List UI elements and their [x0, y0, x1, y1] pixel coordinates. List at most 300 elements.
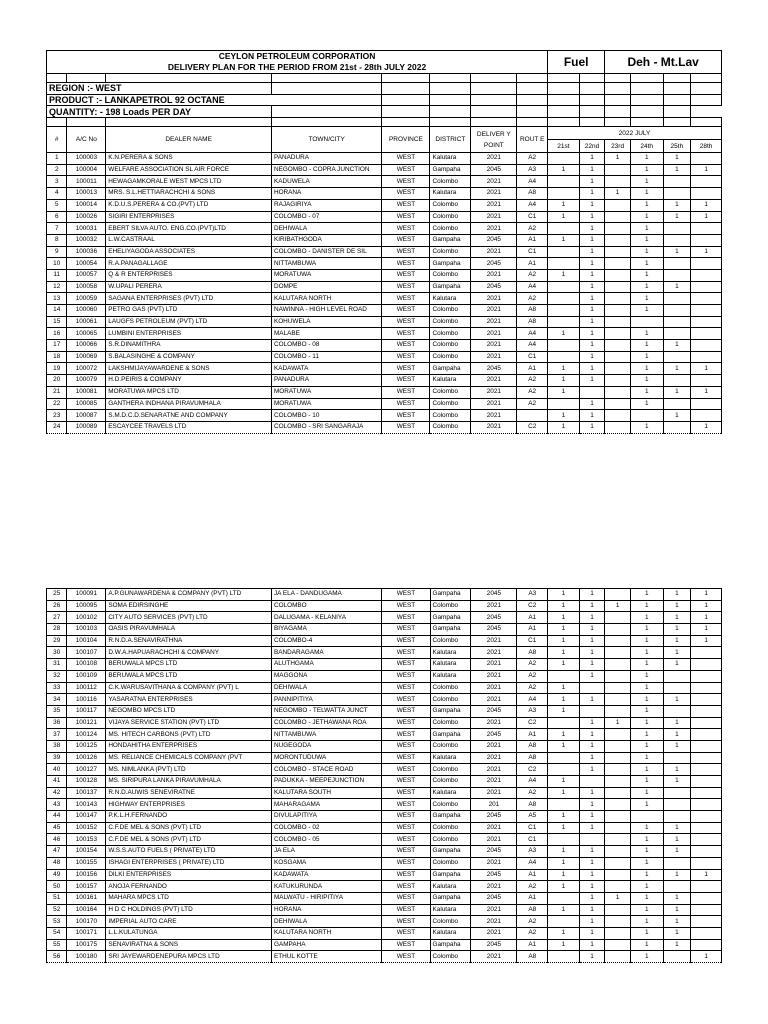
table-cell: MALABE [271, 328, 381, 340]
table-cell: C2 [517, 600, 548, 612]
table-cell: 1 [579, 612, 605, 624]
table-cell: A8 [517, 752, 548, 764]
col-day: 24th [630, 140, 663, 153]
table-cell: A1 [517, 892, 548, 904]
table-cell [605, 740, 631, 752]
table-cell: MS. SIRIPURA LANKA PIRAVUMHALA [106, 776, 272, 788]
table-cell: Gampaha [430, 729, 471, 741]
table-cell: 2045 [471, 846, 517, 858]
table-cell [605, 589, 631, 601]
table-cell: 100026 [67, 211, 106, 223]
table-cell [663, 328, 691, 340]
table-cell: 2021 [471, 375, 517, 387]
table-cell: 1 [630, 305, 663, 317]
table-cell: 1 [579, 717, 605, 729]
table-cell: Kalutara [430, 881, 471, 893]
table-cell: 1 [548, 624, 580, 636]
table-cell: Kalutara [430, 375, 471, 387]
table-cell: DIVULAPITIYA [271, 811, 381, 823]
table-cell: Colombo [430, 223, 471, 235]
table-cell: 100066 [67, 340, 106, 352]
table-cell: 11 [47, 269, 67, 281]
table-cell [691, 939, 722, 951]
table-cell: Colombo [430, 857, 471, 869]
table-cell: 1 [579, 589, 605, 601]
table-cell: 100081 [67, 386, 106, 398]
table-cell: Kalutara [430, 659, 471, 671]
table-cell: 100117 [67, 705, 106, 717]
table-cell: C1 [517, 635, 548, 647]
table-cell: 1 [663, 904, 691, 916]
table-cell: Colombo [430, 269, 471, 281]
table-cell: 1 [548, 421, 580, 433]
table-cell: 1 [548, 729, 580, 741]
table-cell: Kalutara [430, 188, 471, 200]
table-cell: WEST [382, 916, 430, 928]
table-cell: 28 [47, 624, 67, 636]
table-cell: WEST [382, 223, 430, 235]
table-row [47, 386, 722, 398]
table-cell [691, 752, 722, 764]
table-cell: ANOJA FERNANDO [106, 881, 272, 893]
table-cell: JA ELA [271, 846, 381, 858]
table-cell: 2021 [471, 351, 517, 363]
table-cell: Colombo [430, 340, 471, 352]
table-cell [605, 421, 631, 433]
table-cell: Kalutara [430, 293, 471, 305]
table-cell [663, 951, 691, 963]
table-cell: WEST [382, 752, 430, 764]
table-cell: PANNIPITIYA [271, 694, 381, 706]
table-row [47, 375, 722, 387]
table-cell: 1 [579, 951, 605, 963]
table-cell: C1 [517, 351, 548, 363]
table-cell: 3 [47, 176, 67, 188]
table-cell: 1 [630, 927, 663, 939]
table-cell [548, 153, 580, 165]
table-cell: 1 [630, 635, 663, 647]
table-cell: 1 [548, 776, 580, 788]
table-cell: WEST [382, 281, 430, 293]
table-cell: 14 [47, 305, 67, 317]
table-cell [691, 176, 722, 188]
table-row [47, 305, 722, 317]
table-cell: 1 [548, 612, 580, 624]
table-cell: 9 [47, 246, 67, 258]
col-acno: A/C No [67, 127, 106, 153]
table-cell [691, 398, 722, 410]
table-cell: 1 [630, 857, 663, 869]
table-cell [579, 682, 605, 694]
table-cell: 1 [663, 363, 691, 375]
table-cell: 34 [47, 694, 67, 706]
table-row [47, 211, 722, 223]
table-cell: 1 [47, 153, 67, 165]
table-cell: 41 [47, 776, 67, 788]
table-cell: WEST [382, 811, 430, 823]
table-cell: A.P.GUNAWARDENA & COMPANY (PVT) LTD [106, 589, 272, 601]
table-cell: 1 [630, 281, 663, 293]
table-cell: K.N.PERERA & SONS [106, 153, 272, 165]
table-cell: 100116 [67, 694, 106, 706]
table-cell: 100054 [67, 258, 106, 270]
table-cell: NUGEGODA [271, 740, 381, 752]
table-cell: ALUTHGAMA [271, 659, 381, 671]
table-cell: WEST [382, 740, 430, 752]
table-cell: A1 [517, 869, 548, 881]
table-row [47, 881, 722, 893]
table-cell: 1 [663, 246, 691, 258]
table-cell: 100109 [67, 670, 106, 682]
table-row [47, 281, 722, 293]
table-cell: WEST [382, 316, 430, 328]
table-cell: WEST [382, 670, 430, 682]
table-cell: A3 [517, 705, 548, 717]
table-cell: WEST [382, 328, 430, 340]
table-row [47, 892, 722, 904]
table-cell: 1 [579, 799, 605, 811]
table-cell [691, 834, 722, 846]
table-cell: 1 [548, 199, 580, 211]
table-cell: 40 [47, 764, 67, 776]
table-cell: 1 [579, 316, 605, 328]
table-cell [663, 787, 691, 799]
table-cell [691, 328, 722, 340]
table-cell: 100128 [67, 776, 106, 788]
table-cell [605, 682, 631, 694]
table-cell: A1 [517, 939, 548, 951]
table-cell [605, 258, 631, 270]
table-cell: HIGHWAY ENTERPRISES [106, 799, 272, 811]
table-cell [605, 799, 631, 811]
table-cell: WEST [382, 305, 430, 317]
table-cell: GAMPAHA [271, 939, 381, 951]
table-cell: WEST [382, 647, 430, 659]
table-cell: 1 [663, 927, 691, 939]
table-cell [691, 281, 722, 293]
table-cell: A1 [517, 624, 548, 636]
table-cell [605, 246, 631, 258]
table-cell: 35 [47, 705, 67, 717]
table-cell: 1 [663, 164, 691, 176]
table-cell: NITTAMBUWA [271, 258, 381, 270]
table-cell: Colombo [430, 386, 471, 398]
table-row [47, 811, 722, 823]
table-cell: 1 [630, 951, 663, 963]
table-cell: Colombo [430, 600, 471, 612]
table-cell: H D C HOLDINGS (PVT) LTD [106, 904, 272, 916]
table-cell: 100004 [67, 164, 106, 176]
table-cell [663, 234, 691, 246]
table-cell: WEST [382, 682, 430, 694]
table-cell: Gampaha [430, 705, 471, 717]
table-row [47, 670, 722, 682]
table-cell: WEST [382, 340, 430, 352]
table-cell: 5 [47, 199, 67, 211]
table-cell: WEST [382, 857, 430, 869]
table-cell: KALUTARA SOUTH [271, 787, 381, 799]
delivery-plan-sheet-page1 [46, 50, 722, 434]
table-cell: 1 [630, 799, 663, 811]
table-cell: Colombo [430, 764, 471, 776]
table-cell: 100061 [67, 316, 106, 328]
table-row [47, 659, 722, 671]
table-cell: 1 [579, 670, 605, 682]
table-cell [691, 776, 722, 788]
table-cell: Colombo [430, 351, 471, 363]
table-cell [605, 857, 631, 869]
table-cell: 100137 [67, 787, 106, 799]
table-cell: A8 [517, 305, 548, 317]
table-cell: 1 [579, 153, 605, 165]
table-cell [630, 811, 663, 823]
table-cell: A4 [517, 857, 548, 869]
table-cell: 2021 [471, 752, 517, 764]
table-cell: 2045 [471, 705, 517, 717]
table-cell: C1 [517, 822, 548, 834]
table-cell: 1 [691, 624, 722, 636]
table-cell [691, 153, 722, 165]
table-cell: 1 [663, 939, 691, 951]
table-cell: A2 [517, 386, 548, 398]
table-cell: 100013 [67, 188, 106, 200]
table-cell [605, 269, 631, 281]
table-row [47, 612, 722, 624]
table-cell: 52 [47, 904, 67, 916]
table-cell: D.W.A.HAPUARACHCHI & COMPANY [106, 647, 272, 659]
table-cell: 1 [691, 635, 722, 647]
table-cell [663, 176, 691, 188]
table-cell [548, 188, 580, 200]
table-cell [548, 305, 580, 317]
table-cell: 1 [579, 176, 605, 188]
table-cell: 1 [579, 939, 605, 951]
table-cell: 1 [691, 199, 722, 211]
table-cell: 2045 [471, 939, 517, 951]
table-cell: Gampaha [430, 811, 471, 823]
table-cell: 1 [663, 869, 691, 881]
table-cell: 1 [691, 246, 722, 258]
table-cell [605, 612, 631, 624]
table-cell: 1 [663, 659, 691, 671]
table-cell: 1 [691, 211, 722, 223]
table-cell [691, 764, 722, 776]
table-cell: 1 [663, 612, 691, 624]
table-cell: 1 [630, 386, 663, 398]
table-cell: Gampaha [430, 869, 471, 881]
table-cell: 1 [579, 881, 605, 893]
table-cell [605, 293, 631, 305]
table-cell [548, 351, 580, 363]
table-cell: 27 [47, 612, 67, 624]
table-cell [605, 363, 631, 375]
table-cell: COLOMBO - 11 [271, 351, 381, 363]
table-cell: A5 [517, 811, 548, 823]
table-cell: 100103 [67, 624, 106, 636]
table-cell: WEST [382, 939, 430, 951]
table-cell: WEST [382, 421, 430, 433]
table-cell: 1 [663, 822, 691, 834]
table-cell: 1 [663, 717, 691, 729]
table-cell: 32 [47, 670, 67, 682]
table-cell: A4 [517, 776, 548, 788]
table-cell: C1 [517, 834, 548, 846]
table-cell [548, 223, 580, 235]
table-row [47, 600, 722, 612]
table-cell: 1 [663, 340, 691, 352]
table-cell: 1 [663, 600, 691, 612]
table-cell [691, 305, 722, 317]
table-row [47, 316, 722, 328]
table-row [47, 223, 722, 235]
table-cell: 1 [630, 916, 663, 928]
table-row [47, 164, 722, 176]
table-cell: 100089 [67, 421, 106, 433]
table-cell: WEST [382, 293, 430, 305]
table-cell: 1 [579, 869, 605, 881]
table-cell: 2045 [471, 612, 517, 624]
table-cell: 18 [47, 351, 67, 363]
table-cell: RAJAGIRIYA [271, 199, 381, 211]
table-cell: 16 [47, 328, 67, 340]
table-cell [663, 305, 691, 317]
table-cell: WEST [382, 869, 430, 881]
table-cell: A2 [517, 927, 548, 939]
table-cell: Kalutara [430, 904, 471, 916]
table-row [47, 916, 722, 928]
table-cell: 1 [579, 752, 605, 764]
table-cell: 1 [663, 647, 691, 659]
table-cell: 23 [47, 410, 67, 422]
table-cell: 1 [691, 421, 722, 433]
table-row [47, 635, 722, 647]
table-cell: Colombo [430, 211, 471, 223]
table-cell: 1 [579, 269, 605, 281]
table-cell: 1 [691, 589, 722, 601]
table-cell [605, 776, 631, 788]
table-cell: 100087 [67, 410, 106, 422]
col-day: 25th [663, 140, 691, 153]
table-cell: 2045 [471, 234, 517, 246]
table-cell: 1 [663, 386, 691, 398]
table-cell: 1 [630, 176, 663, 188]
table-cell: 56 [47, 951, 67, 963]
table-cell [605, 705, 631, 717]
table-cell: 2021 [471, 927, 517, 939]
table-cell: 1 [691, 951, 722, 963]
table-cell [605, 916, 631, 928]
table-cell: 1 [548, 682, 580, 694]
table-cell: DEHIWALA [271, 223, 381, 235]
table-cell: 100031 [67, 223, 106, 235]
table-cell: Colombo [430, 822, 471, 834]
table-cell: WEST [382, 729, 430, 741]
table-cell: A2 [517, 916, 548, 928]
table-cell [605, 811, 631, 823]
table-cell: 2021 [471, 328, 517, 340]
table-cell: WEST [382, 258, 430, 270]
table-cell [663, 258, 691, 270]
table-cell [691, 787, 722, 799]
table-cell: 1 [630, 846, 663, 858]
table-row [47, 857, 722, 869]
table-cell: DEHIWALA [271, 916, 381, 928]
table-cell [605, 659, 631, 671]
table-cell: A2 [517, 659, 548, 671]
table-cell: Colombo [430, 916, 471, 928]
table-cell: HORANA [271, 904, 381, 916]
table-cell: 36 [47, 717, 67, 729]
table-cell [691, 916, 722, 928]
table-cell: P.K.L.H.FERNANDO [106, 811, 272, 823]
table-cell: 1 [663, 635, 691, 647]
table-cell: 2021 [471, 694, 517, 706]
table-cell: A1 [517, 612, 548, 624]
table-cell: 1 [663, 199, 691, 211]
table-cell: 1 [630, 293, 663, 305]
col-day: 28th [691, 140, 722, 153]
table-cell: MAGGONA [271, 670, 381, 682]
col-day: 23rd [605, 140, 631, 153]
table-cell: Colombo [430, 740, 471, 752]
table-cell [691, 811, 722, 823]
table-cell: C2 [517, 717, 548, 729]
table-cell: 1 [548, 328, 580, 340]
table-cell: 1 [630, 776, 663, 788]
table-cell [663, 811, 691, 823]
table-cell: 1 [630, 600, 663, 612]
table-row [47, 939, 722, 951]
table-cell: COLOMBO [271, 600, 381, 612]
table-cell: WEST [382, 375, 430, 387]
table-cell: 100095 [67, 600, 106, 612]
table-row [47, 846, 722, 858]
table-cell [605, 635, 631, 647]
table-cell: 1 [579, 647, 605, 659]
table-cell: WEST [382, 386, 430, 398]
table-cell: Gampaha [430, 846, 471, 858]
table-cell: 1 [630, 328, 663, 340]
table-cell [605, 410, 631, 422]
table-cell: C2 [517, 764, 548, 776]
table-cell: WEST [382, 624, 430, 636]
table-row [47, 421, 722, 433]
table-cell [605, 386, 631, 398]
table-cell: 1 [548, 881, 580, 893]
table-cell: MALWATU - HIRIPITIYA [271, 892, 381, 904]
table-cell: 100125 [67, 740, 106, 752]
table-cell: 1 [579, 164, 605, 176]
table-cell: 1 [630, 729, 663, 741]
table-cell: 1 [579, 624, 605, 636]
table-cell: A2 [517, 398, 548, 410]
org-name: CEYLON PETROLEUM CORPORATION [218, 51, 376, 61]
table-cell: 1 [579, 398, 605, 410]
table-cell: 100126 [67, 752, 106, 764]
table-cell: 1 [579, 729, 605, 741]
table-body-page1 [47, 153, 722, 434]
table-cell [663, 881, 691, 893]
table-row [47, 340, 722, 352]
table-cell: Gampaha [430, 612, 471, 624]
table-cell: 2021 [471, 600, 517, 612]
table-row [47, 246, 722, 258]
table-cell: MS. RELIANCE CHEMICALS COMPANY (PVT [106, 752, 272, 764]
table-cell: KADUWELA [271, 176, 381, 188]
table-cell: W.S.S.AUTO FUELS ( PRIVATE) LTD [106, 846, 272, 858]
table-cell: 2021 [471, 421, 517, 433]
table-cell [691, 223, 722, 235]
